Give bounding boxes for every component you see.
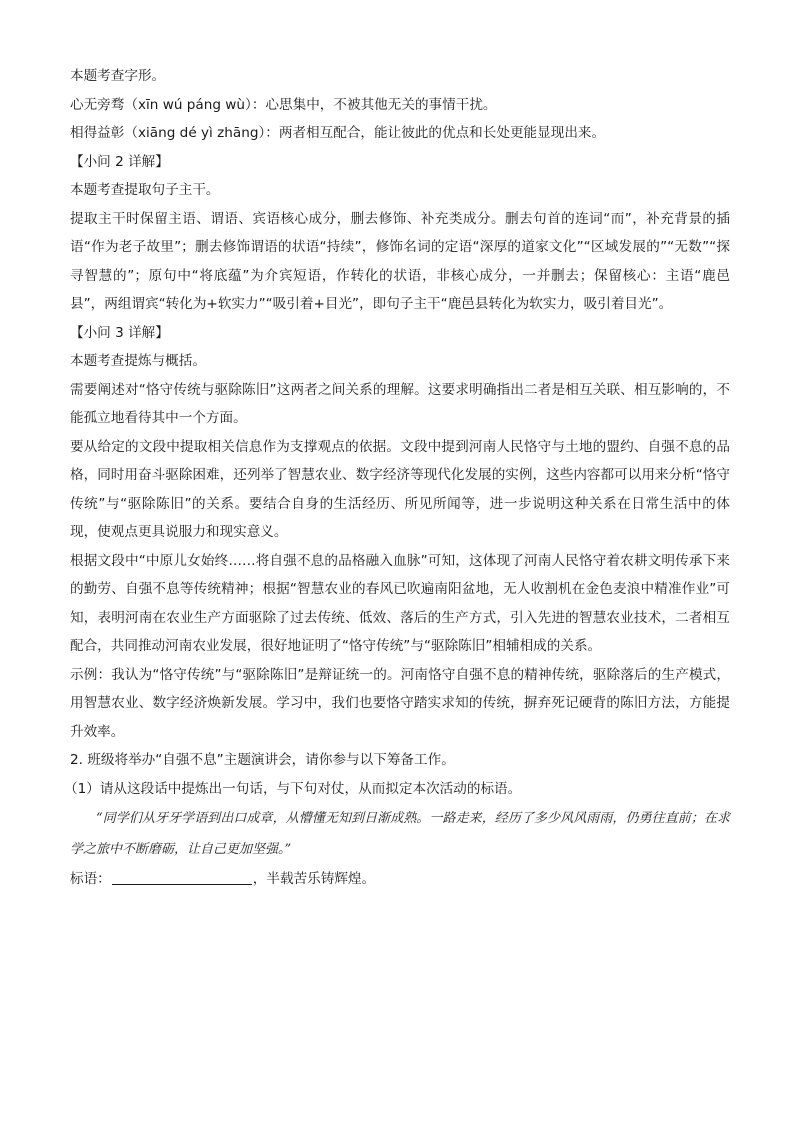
paragraph: 要从给定的文段中提取相关信息作为支撑观点的依据。文段中提到河南人民恪守与土地的盟约、自强不息的品格，同时用奋斗驱除困难，还列举了智慧农业、数字经济等现代化发展的实例，这些内容都可以用来分析“恪守传统”与“驱除陈旧”的关系。要结合自身的生活经历、所见所闻等，进一步说明这种关系在日常生活中的体现，使观点更具说服力和现实意义。: [70, 438, 730, 540]
document-page: [64, 62, 730, 894]
quoted-passage: “同学们从牙牙学语到出口成章，从懵懂无知到日渐成熟。一路走来，经历了多少风风雨雨，仍勇往直前；在求学之旅中不断磨砺，让自己更加坚强。”: [70, 811, 730, 857]
paragraph: 需要阐述对“恪守传统与驱除陈旧”这两者之间关系的理解。这要求明确指出二者是相互关联、相互影响的，不能孤立地看待其中一个方面。: [70, 381, 730, 426]
text-line: 本题考查字形。: [70, 68, 166, 84]
text-line: 心无旁骛（xīn wú páng wù）：心思集中，不被其他无关的事情干扰。: [70, 96, 497, 113]
answer-blank[interactable]: [112, 870, 252, 885]
section-heading: 【小问 2 详解】: [70, 153, 169, 170]
paragraph: 提取主干时保留主语、谓语、宾语核心成分，删去修饰、补充类成分。删去句首的连词“而”，补充背景的插语“作为老子故里”；删去修饰谓语的状语“持续”，修饰名词的定语“深厚的道家文化”“区域发展的”“无数”“探寻智慧的”；原句中“将底蕴”为介宾短语，作转化的状语，非核心成分，一并删去；保留核心：主语“鹿邑县”，两组谓宾“转化为+软实力”“吸引着+目光”，即句子主干“鹿邑县转化为软实力，吸引着目光”。: [70, 210, 730, 312]
section-heading: 【小问 3 详解】: [70, 324, 169, 341]
slogan-line: [70, 865, 730, 894]
question-title: 2. 班级将举办“自强不息”主题演讲会，请你参与以下筹备工作。: [70, 752, 455, 768]
text-line: 相得益彰（xiāng dé yì zhāng）：两者相互配合，能让彼此的优点和长处更能显现出来。: [70, 125, 606, 141]
sub-question: （1）请从这段话中提炼出一句话，与下句对仗，从而拟定本次活动的标语。: [64, 780, 522, 797]
paragraph: 示例：我认为“恪守传统”与“驱除陈旧”是辩证统一的。河南恪守自强不息的精神传统，驱除落后的生产模式，用智慧农业、数字经济焕新发展。学习中，我们也要恪守踏实求知的传统，摒弃死记硬背的陈旧方法，方能提升效率。: [70, 666, 730, 740]
text-line: 本题考查提炼与概括。: [70, 353, 206, 369]
slogan-label: 标语：: [70, 871, 111, 887]
paragraph: 根据文段中“中原儿女始终……将自强不息的品格融入血脉”可知，这体现了河南人民恪守着农耕文明传承下来的勤劳、自强不息等传统精神；根据“智慧农业的春风已吹遍南阳盆地，无人收割机在金色麦浪中精准作业”可知，表明河南在农业生产方面驱除了过去传统、低效、落后的生产方式，引入先进的智慧农业技术，二者相互配合，共同推动河南农业发展，很好地证明了“恪守传统”与“驱除陈旧”相辅相成的关系。: [70, 552, 730, 654]
slogan-tail: ，半载苦乐铸辉煌。: [252, 871, 376, 887]
text-line: 本题考查提取句子主干。: [70, 182, 220, 198]
